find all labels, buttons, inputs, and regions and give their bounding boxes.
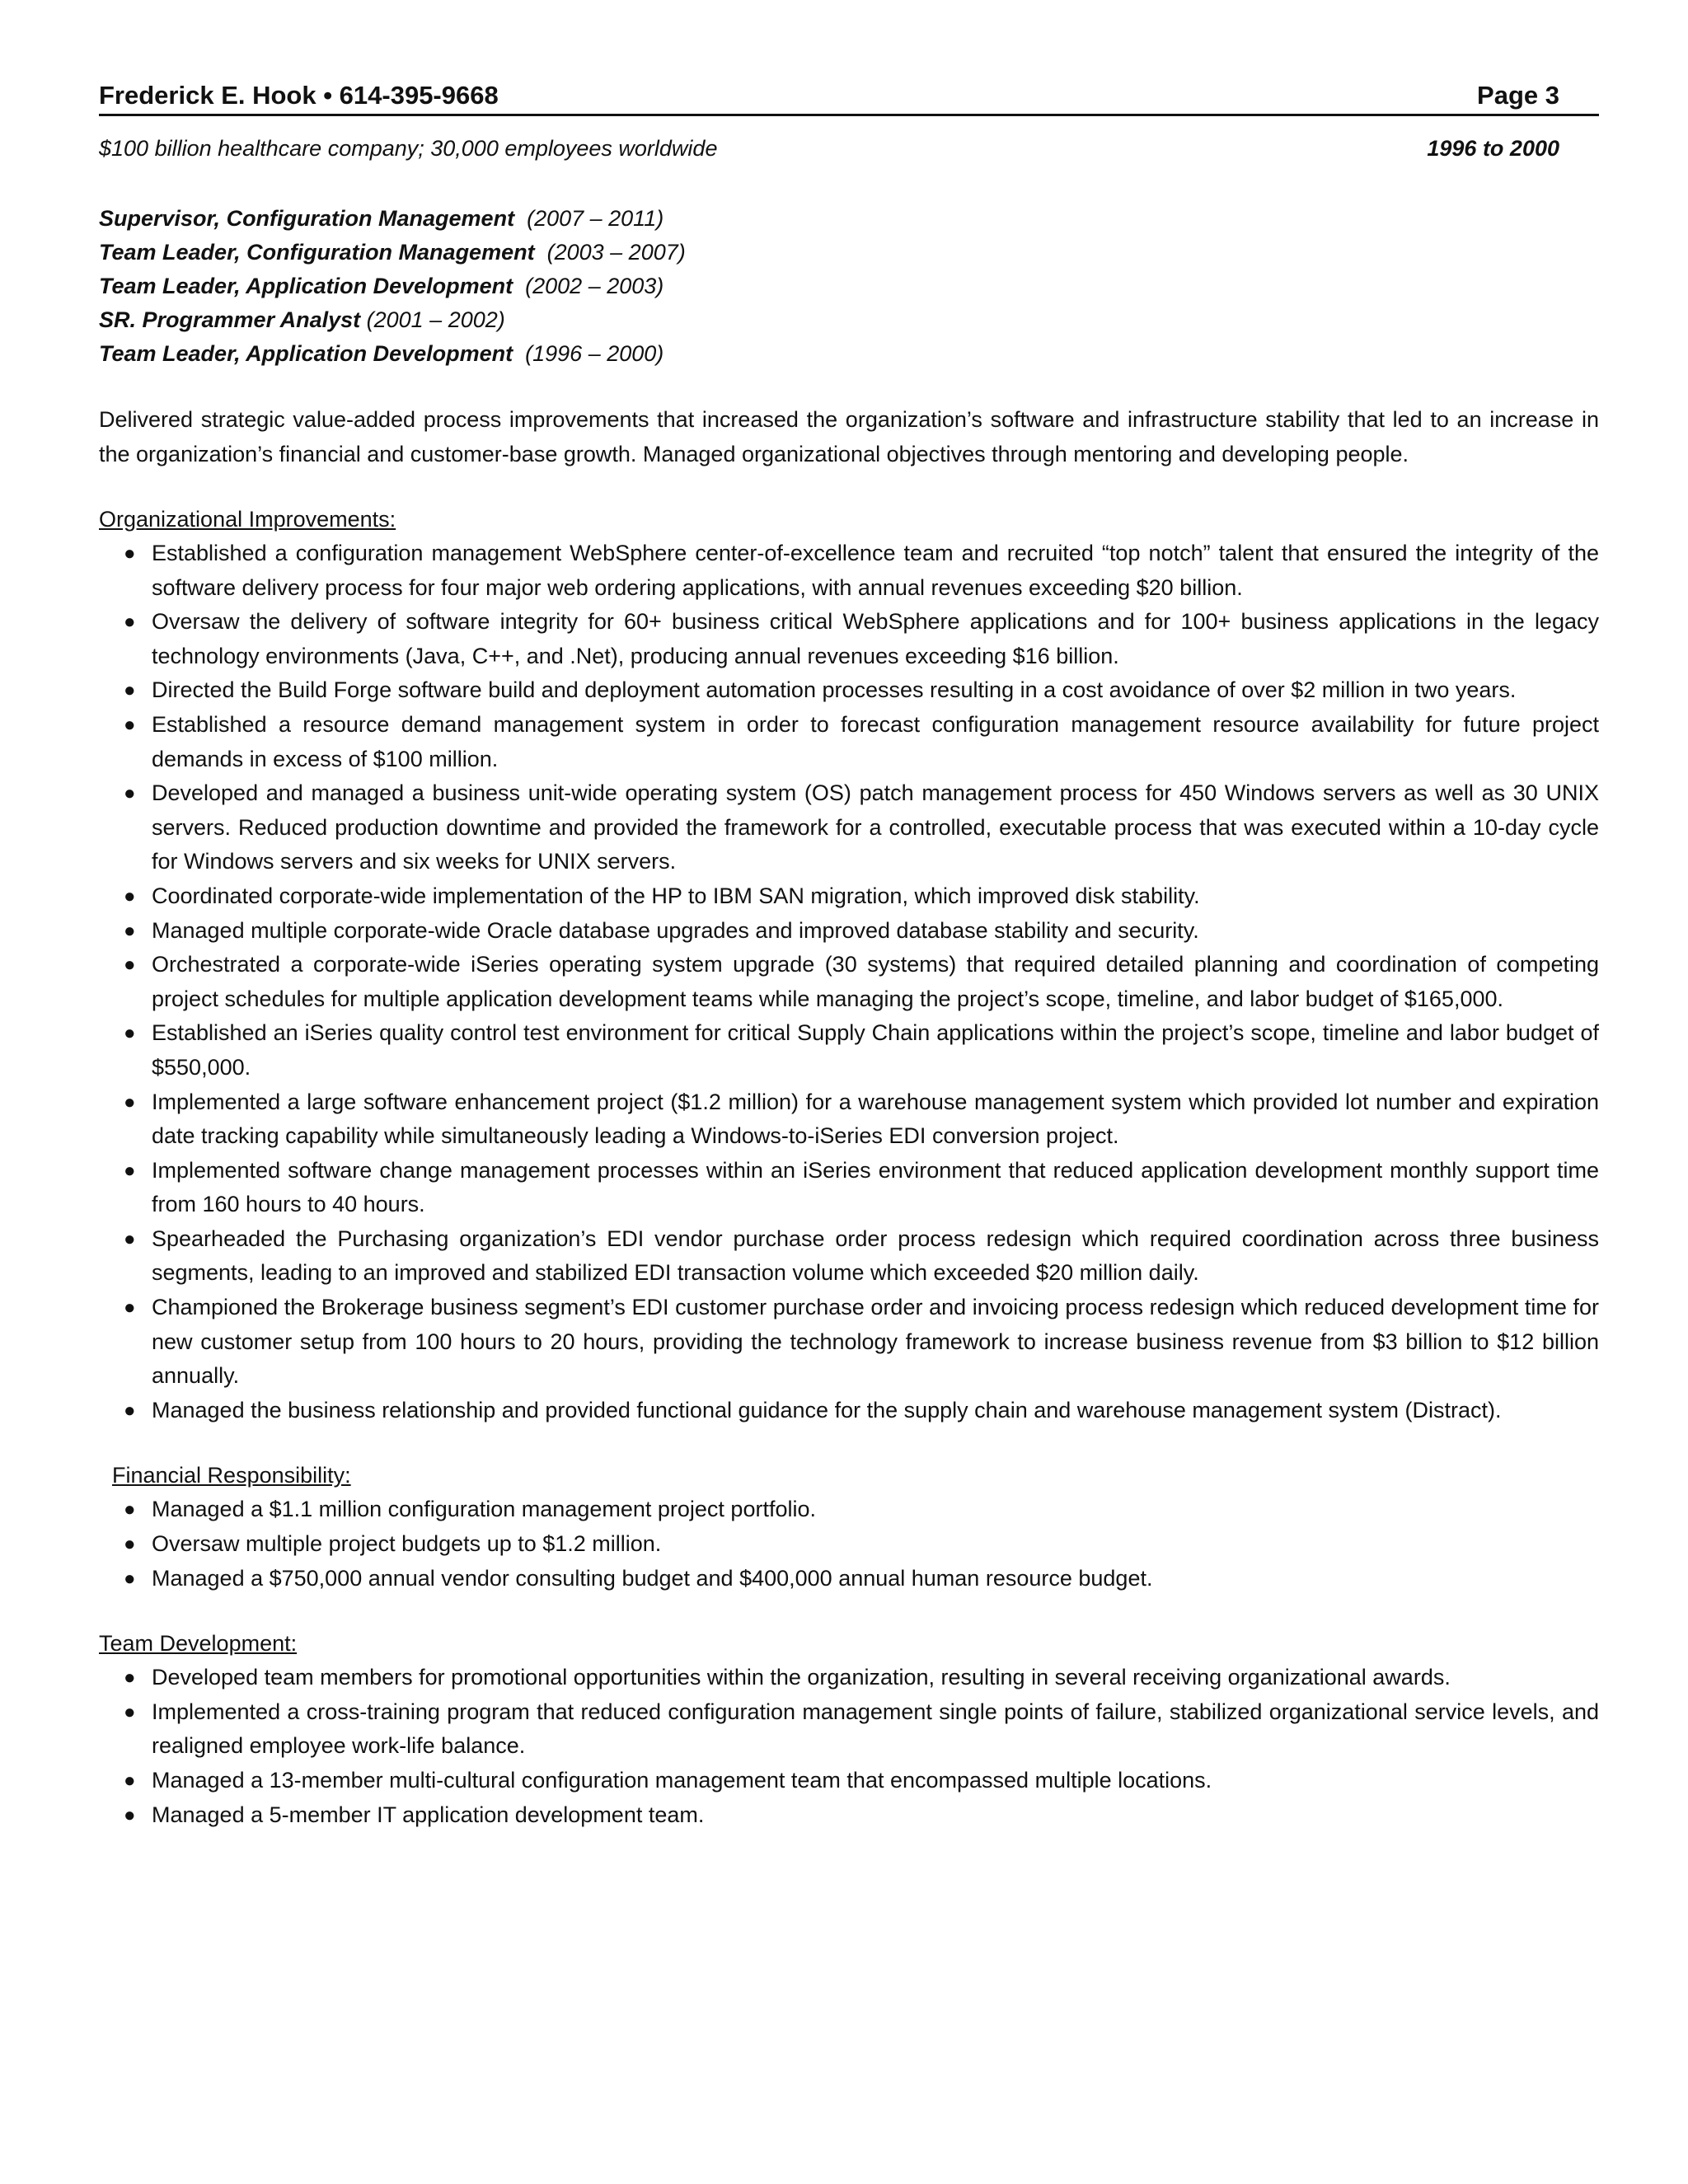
team-development-list — [99, 1661, 1599, 1832]
bullet-icon: ● — [124, 884, 136, 907]
list-item — [99, 914, 1599, 949]
list-item-text: Oversaw multiple project budgets up to $1.2 million. — [152, 1531, 662, 1557]
bullet-icon: ● — [124, 1700, 136, 1723]
bullet-icon: ● — [124, 1227, 136, 1250]
list-item — [99, 1695, 1599, 1764]
bullet-icon: ● — [124, 1296, 136, 1319]
list-item — [99, 1222, 1599, 1291]
financial-responsibility-list — [99, 1493, 1599, 1596]
role-dates: (2001 – 2002) — [366, 307, 505, 332]
list-item-text: Coordinated corporate-wide implementation of the HP to IBM SAN migration, which improved disk stability. — [152, 883, 1200, 908]
list-item-text: Managed a $750,000 annual vendor consulting budget and $400,000 annual human resource budget. — [152, 1565, 1153, 1591]
role-item — [99, 236, 1599, 269]
list-item — [99, 879, 1599, 914]
bullet-icon: ● — [124, 1567, 136, 1590]
bullet-icon: ● — [124, 1803, 136, 1826]
role-dates: (2003 – 2007) — [546, 240, 686, 265]
list-item-text: Established an iSeries quality control test environment for critical Supply Chain applications within the project’s scope, timeline and labor budget of $550,000. — [152, 1020, 1599, 1080]
section-heading-financial-responsibility: Financial Responsibility: — [112, 1463, 351, 1488]
list-item — [99, 1016, 1599, 1085]
role-dates: (2002 – 2003) — [525, 274, 664, 298]
list-item — [99, 1527, 1599, 1562]
role-title: SR. Programmer Analyst — [99, 307, 361, 332]
list-item-text: Managed a 13-member multi-cultural configuration management team that encompassed multiple locations. — [152, 1768, 1212, 1793]
list-item — [99, 1394, 1599, 1428]
name-and-phone: Frederick E. Hook • 614-395-9668 — [99, 81, 499, 110]
role-item — [99, 269, 1599, 303]
bullet-icon: ● — [124, 1666, 136, 1690]
list-item — [99, 1661, 1599, 1695]
bullet-icon: ● — [124, 919, 136, 942]
list-item-text: Implemented software change management processes within an iSeries environment that reduced application development monthly support time from 160 hours to 40 hours. — [152, 1157, 1599, 1217]
resume-page — [99, 79, 1599, 1832]
role-item — [99, 202, 1599, 236]
list-item-text: Established a resource demand management system in order to forecast configuration management resource availability for future project demands in excess of $100 million. — [152, 711, 1599, 771]
list-item — [99, 1493, 1599, 1527]
list-item — [99, 1764, 1599, 1798]
list-item-text: Oversaw the delivery of software integrity for 60+ business critical WebSphere applications and for 100+ business applications in the legacy technology environments (Java, C++, and .Net), producing annual revenues exceeding $16 billion. — [152, 609, 1599, 668]
list-item-text: Managed a 5-member IT application development team. — [152, 1802, 705, 1827]
list-item-text: Orchestrated a corporate-wide iSeries operating system upgrade (30 systems) that required detailed planning and coordination of competing project schedules for multiple application development teams while managing the project’s scope, timeline, and labor budget of $165,000. — [152, 952, 1599, 1011]
company-dates: 1996 to 2000 — [1427, 136, 1559, 161]
list-item-text: Managed multiple corporate-wide Oracle database upgrades and improved database stability and security. — [152, 917, 1199, 943]
list-item — [99, 605, 1599, 673]
role-summary: Delivered strategic value-added process improvements that increased the organization’s software and infrastructure stability that led to an increase in the organization’s financial and customer-base growth. Managed organizational objectives through mentoring and developing people. — [99, 407, 1599, 466]
section-heading-team-development: Team Development: — [99, 1631, 298, 1657]
bullet-icon: ● — [124, 542, 136, 565]
list-item — [99, 1154, 1599, 1222]
bullet-icon: ● — [124, 611, 136, 634]
role-dates: (2007 – 2011) — [527, 206, 664, 231]
list-item-text: Managed the business relationship and provided functional guidance for the supply chain and warehouse management system (Distract). — [152, 1397, 1502, 1422]
list-item-text: Developed team members for promotional opportunities within the organization, resulting in several receiving organizational awards. — [152, 1665, 1451, 1690]
bullet-icon: ● — [124, 1769, 136, 1792]
list-item-text: Established a configuration management WebSphere center-of-excellence team and recruited “top notch” talent that ensured the integrity of the software delivery process for four major web ordering applications, with annual revenues exceeding $20 billion. — [152, 541, 1599, 600]
bullet-icon: ● — [124, 1159, 136, 1182]
list-item — [99, 1291, 1599, 1394]
role-dates: (1996 – 2000) — [525, 341, 664, 366]
role-title: Team Leader, Configuration Management — [99, 240, 535, 265]
list-item — [99, 673, 1599, 708]
role-title: Team Leader, Application Development — [99, 274, 513, 298]
list-item — [99, 537, 1599, 605]
list-item-text: Directed the Build Forge software build and deployment automation processes resulting in a cost avoidance of over $2 million in two years. — [152, 677, 1517, 703]
list-item — [99, 1085, 1599, 1154]
list-item-text: Championed the Brokerage business segment’s EDI customer purchase order and invoicing process redesign which reduced development time for new customer setup from 100 hours to 20 hours, providing the technology framework to increase business revenue from $3 billion to $12 billion annually. — [152, 1295, 1599, 1389]
bullet-icon: ● — [124, 679, 136, 702]
bullet-icon: ● — [124, 1022, 136, 1045]
bullet-icon: ● — [124, 782, 136, 805]
list-item — [99, 1798, 1599, 1833]
bullet-icon: ● — [124, 1399, 136, 1422]
page-number: Page 3 — [1477, 81, 1559, 110]
bullet-icon: ● — [124, 1498, 136, 1521]
list-item-text: Developed and managed a business unit-wide operating system (OS) patch management process for 450 Windows servers as well as 30 UNIX servers. Reduced production downtime and provided the framework for a controlled, executable process that was executed within a 10-day cycle for Windows servers and six weeks for UNIX servers. — [152, 780, 1599, 874]
bullet-icon: ● — [124, 954, 136, 977]
organizational-improvements-list — [99, 537, 1599, 1427]
page-header — [99, 79, 1599, 116]
list-item-text: Implemented a large software enhancement project ($1.2 million) for a warehouse management system which provided lot number and expiration date tracking capability while simultaneously leading a Windows-to-iSeries EDI conversion project. — [152, 1089, 1599, 1149]
company-line — [99, 134, 1599, 162]
list-item-text: Managed a $1.1 million configuration management project portfolio. — [152, 1497, 816, 1522]
role-item — [99, 337, 1599, 371]
role-title: Team Leader, Application Development — [99, 341, 513, 366]
bullet-icon: ● — [124, 1533, 136, 1556]
list-item-text: Implemented a cross-training program that reduced configuration management single points of failure, stabilized organizational service levels, and realigned employee work-life balance. — [152, 1699, 1599, 1759]
list-item — [99, 1562, 1599, 1596]
role-item — [99, 303, 1599, 337]
role-list — [99, 202, 1599, 371]
section-heading-organizational-improvements: Organizational Improvements: — [99, 507, 396, 532]
company-description: $100 billion healthcare company; 30,000 employees worldwide — [99, 136, 718, 161]
list-item — [99, 708, 1599, 776]
list-item-text: Spearheaded the Purchasing organization’s EDI vendor purchase order process redesign which required coordination across three business segments, leading to an improved and stabilized EDI transaction volume which exceeded $20 million daily. — [152, 1226, 1599, 1286]
role-title: Supervisor, Configuration Management — [99, 206, 515, 231]
list-item — [99, 948, 1599, 1016]
bullet-icon: ● — [124, 1090, 136, 1113]
list-item — [99, 776, 1599, 879]
bullet-icon: ● — [124, 713, 136, 736]
